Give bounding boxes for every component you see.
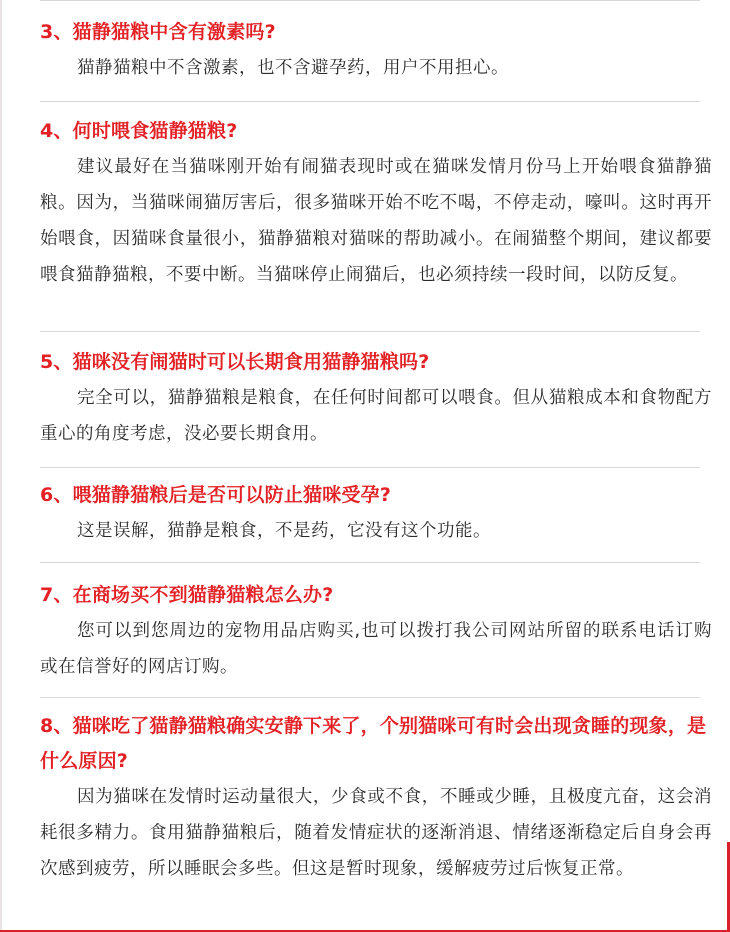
faq-item-7 — [40, 578, 712, 685]
faq-answer: 完全可以，猫静猫粮是粮食，在任何时间都可以喂食。但从猫粮成本和食物配方重心的角度考虑，没必要长期食用。 — [40, 388, 712, 444]
faq-item-3 — [40, 15, 712, 86]
faq-question: 6、喂猫静猫粮后是否可以防止猫咪受孕? — [40, 484, 392, 506]
faq-answer: 建议最好在当猫咪刚开始有闹猫表现时或在猫咪发情月份马上开始喂食猫静猫粮。因为，当猫咪闹猫厉害后，很多猫咪开始不吃不喝，不停走动，嚎叫。这时再开始喂食，因猫咪食量很小，猫静猫粮对猫咪的帮助减小。在闹猫整个期间，建议都要喂食猫静猫粮，不要中断。当猫咪停止闹猫后，也必须持续一段时间，以防反复。 — [40, 157, 712, 285]
divider — [40, 0, 700, 1]
faq-question: 4、何时喂食猫静猫粮? — [40, 120, 238, 142]
faq-question: 3、猫静猫粮中含有激素吗? — [40, 21, 276, 43]
faq-question: 7、在商场买不到猫静猫粮怎么办? — [40, 584, 334, 606]
faq-question: 8、猫咪吃了猫静猫粮确实安静下来了，个别猫咪可有时会出现贪睡的现象，是什么原因? — [40, 715, 707, 772]
faq-item-6 — [40, 478, 712, 549]
faq-item-5 — [40, 345, 712, 452]
faq-item-8 — [40, 709, 712, 887]
faq-answer: 因为猫咪在发情时运动量很大，少食或不食，不睡或少睡，且极度亢奋，这会消耗很多精力。食用猫静猫粮后，随着发情症状的逐渐消退、情绪逐渐稳定后自身会再次感到疲劳，所以睡眠会多些。但这是暂时现象，缓解疲劳过后恢复正常。 — [40, 787, 712, 879]
divider — [40, 697, 700, 698]
divider — [40, 331, 700, 332]
faq-item-4 — [40, 114, 712, 293]
faq-answer: 这是误解，猫静是粮食，不是药，它没有这个功能。 — [77, 521, 491, 541]
divider — [40, 467, 700, 468]
faq-question: 5、猫咪没有闹猫时可以长期食用猫静猫粮吗? — [40, 351, 430, 373]
faq-answer: 猫静猫粮中不含激素，也不含避孕药，用户不用担心。 — [77, 58, 509, 78]
faq-answer: 您可以到您周边的宠物用品店购买,也可以拨打我公司网站所留的联系电话订购或在信誉好的网店订购。 — [40, 621, 712, 677]
left-border — [0, 0, 2, 932]
divider — [40, 562, 700, 563]
divider — [40, 101, 700, 102]
